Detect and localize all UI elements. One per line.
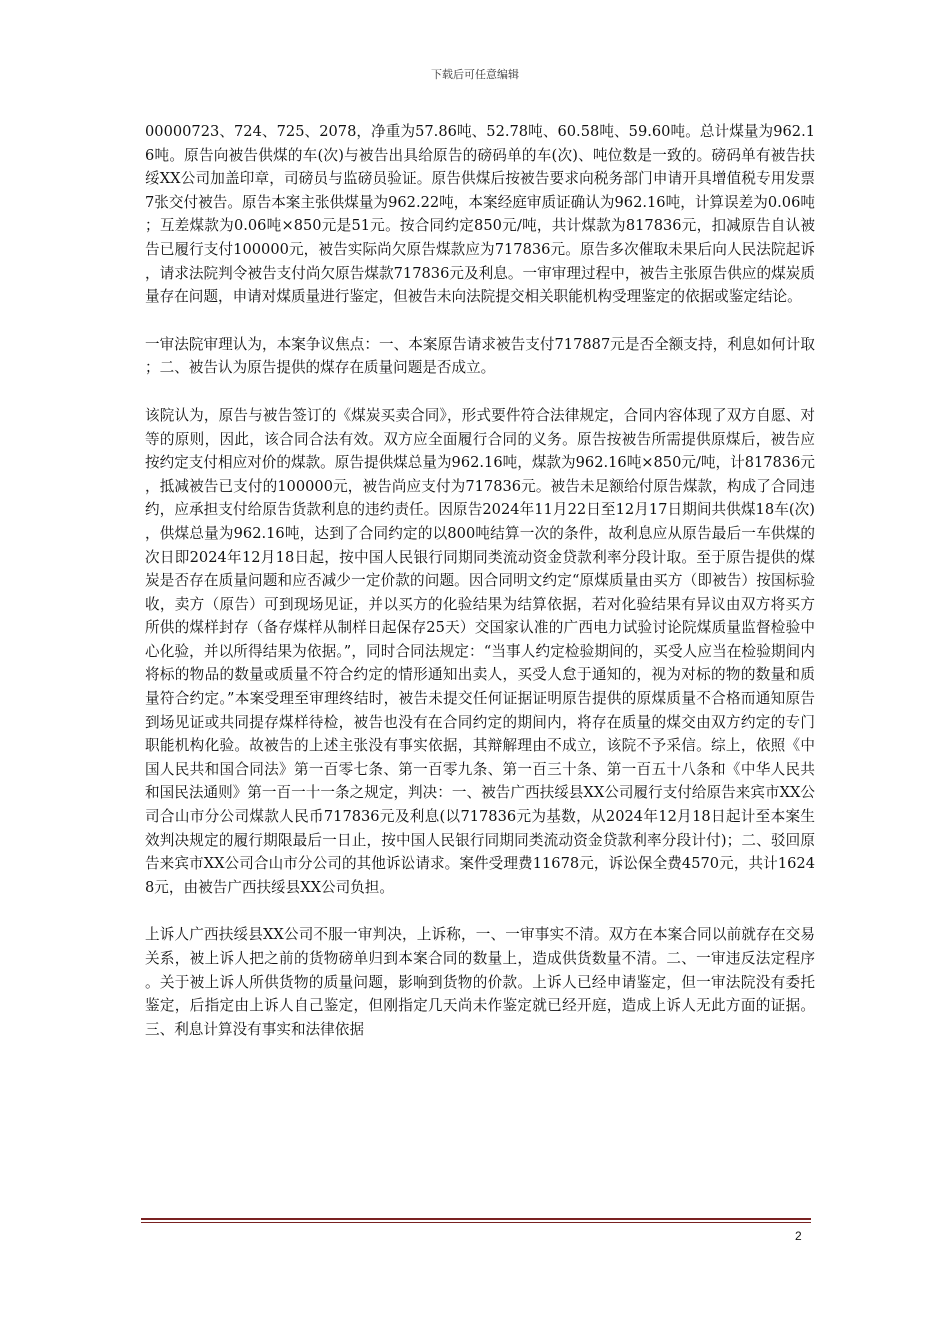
document-body: [145, 120, 815, 1041]
page-header: 下载后可任意编辑: [431, 68, 519, 81]
paragraph-appeal: 上诉人广西扶绥县XX公司不服一审判决，上诉称，一、一审事实不清。双方在本案合同以前就存在交易关系，被上诉人把之前的货物磅单归到本案合同的数量上，造成供货数量不清。二、一审违反法定程序。关于被上诉人所供货物的质量问题，影响到货物的价款。上诉人已经申请鉴定，但一审法院没有委托鉴定，后指定由上诉人自己鉴定，但刚指定几天尚未作鉴定就已经开庭，造成上诉人无此方面的证据。三、利息计算没有事实和法律依据: [145, 926, 815, 1038]
paragraph-court-opinion: 该院认为，原告与被告签订的《煤炭买卖合同》，形式要件符合法律规定，合同内容体现了双方自愿、对等的原则，因此，该合同合法有效。双方应全面履行合同的义务。原告按被告所需提供原煤后，被告应按约定支付相应对价的煤款。原告提供煤总量为962.16吨，煤款为962.16吨×850元/吨，计817836元，抵减被告已支付的100000元，被告尚应支付为717836元。被告未足额给付原告煤款，构成了合同违约，应承担支付给原告货款利息的违约责任。因原告2024年11月22日至12月17日期间共供煤18车(次)，供煤总量为962.16吨，达到了合同约定的以800吨结算一次的条件，故利息应从原告最后一车供煤的次日即2024年12月18日起，按中国人民银行同期同类流动资金贷款利率分段计取。至于原告提供的煤炭是否存在质量问题和应否减少一定价款的问题。因合同明文约定“原煤质量由买方（即被告）按国标验收，卖方（原告）可到现场见证，并以买方的化验结果为结算依据，若对化验结果有异议由双方将买方所供的煤样封存（备存煤样从制样日起保存25天）交国家认准的广西电力试验讨论院煤质量监督检验中心化验，并以所得结果为依据。”，同时合同法规定：“当事人约定检验期间的，买受人应当在检验期间内将标的物品的数量或质量不符合约定的情形通知出卖人，买受人怠于通知的，视为对标的物的数量和质量符合约定。”本案受理至审理终结时，被告未提交任何证据证明原告提供的原煤质量不合格而通知原告到场见证或共同提存煤样待检，被告也没有在合同约定的期间内，将存在质量的煤交由双方约定的专门职能机构化验。故被告的上述主张没有事实依据，其辩解理由不成立，该院不予采信。综上，依照《中国人民共和国合同法》第一百零七条、第一百零九条、第一百三十条、第一百五十八条和《中华人民共和国民法通则》第一百一十一条之规定，判决：一、被告广西扶绥县XX公司履行支付给原告来宾市XX公司合山市分公司煤款人民币717836元及利息(以717836元为基数，从2024年12月18日起计至本案生效判决规定的履行期限最后一日止，按中国人民银行同期同类流动资金贷款利率分段计付)；二、驳回原告来宾市XX公司合山市分公司的其他诉讼请求。案件受理费11678元，诉讼保全费4570元，共计16248元，由被告广西扶绥县XX公司负担。: [145, 406, 815, 896]
footer-rule-thin: [141, 1222, 811, 1223]
paragraph-case-facts: 00000723、724、725、2078，净重为57.86吨、52.78吨、60.58吨、59.60吨。总计煤量为962.16吨。原告向被告供煤的车(次)与被告出具给原告的磅码单的车(次)、吨位数是一致的。磅码单有被告扶绥XX公司加盖印章，司磅员与监磅员验证。原告供煤后按被告要求向税务部门申请开具增值税专用发票7张交付被告。原告本案主张供煤量为962.22吨，本案经庭审质证确认为962.16吨，计算误差为0.06吨；互差煤款为0.06吨×850元是51元。按合同约定850元/吨，共计煤款为817836元，扣减原告自认被告已履行支付100000元，被告实际尚欠原告煤款应为717836元。原告多次催取未果后向人民法院起诉，请求法院判令被告支付尚欠原告煤款717836元及利息。一审审理过程中，被告主张原告供应的煤炭质量存在问题，申请对煤质量进行鉴定，但被告未向法院提交相关职能机构受理鉴定的依据或鉴定结论。: [145, 123, 815, 306]
footer-rule-thick: [141, 1218, 811, 1220]
page-number: 2: [795, 1229, 802, 1243]
paragraph-dispute-focus: 一审法院审理认为，本案争议焦点：一、本案原告请求被告支付717887元是否全额支持，利息如何计取；二、被告认为原告提供的煤存在质量问题是否成立。: [145, 335, 815, 377]
